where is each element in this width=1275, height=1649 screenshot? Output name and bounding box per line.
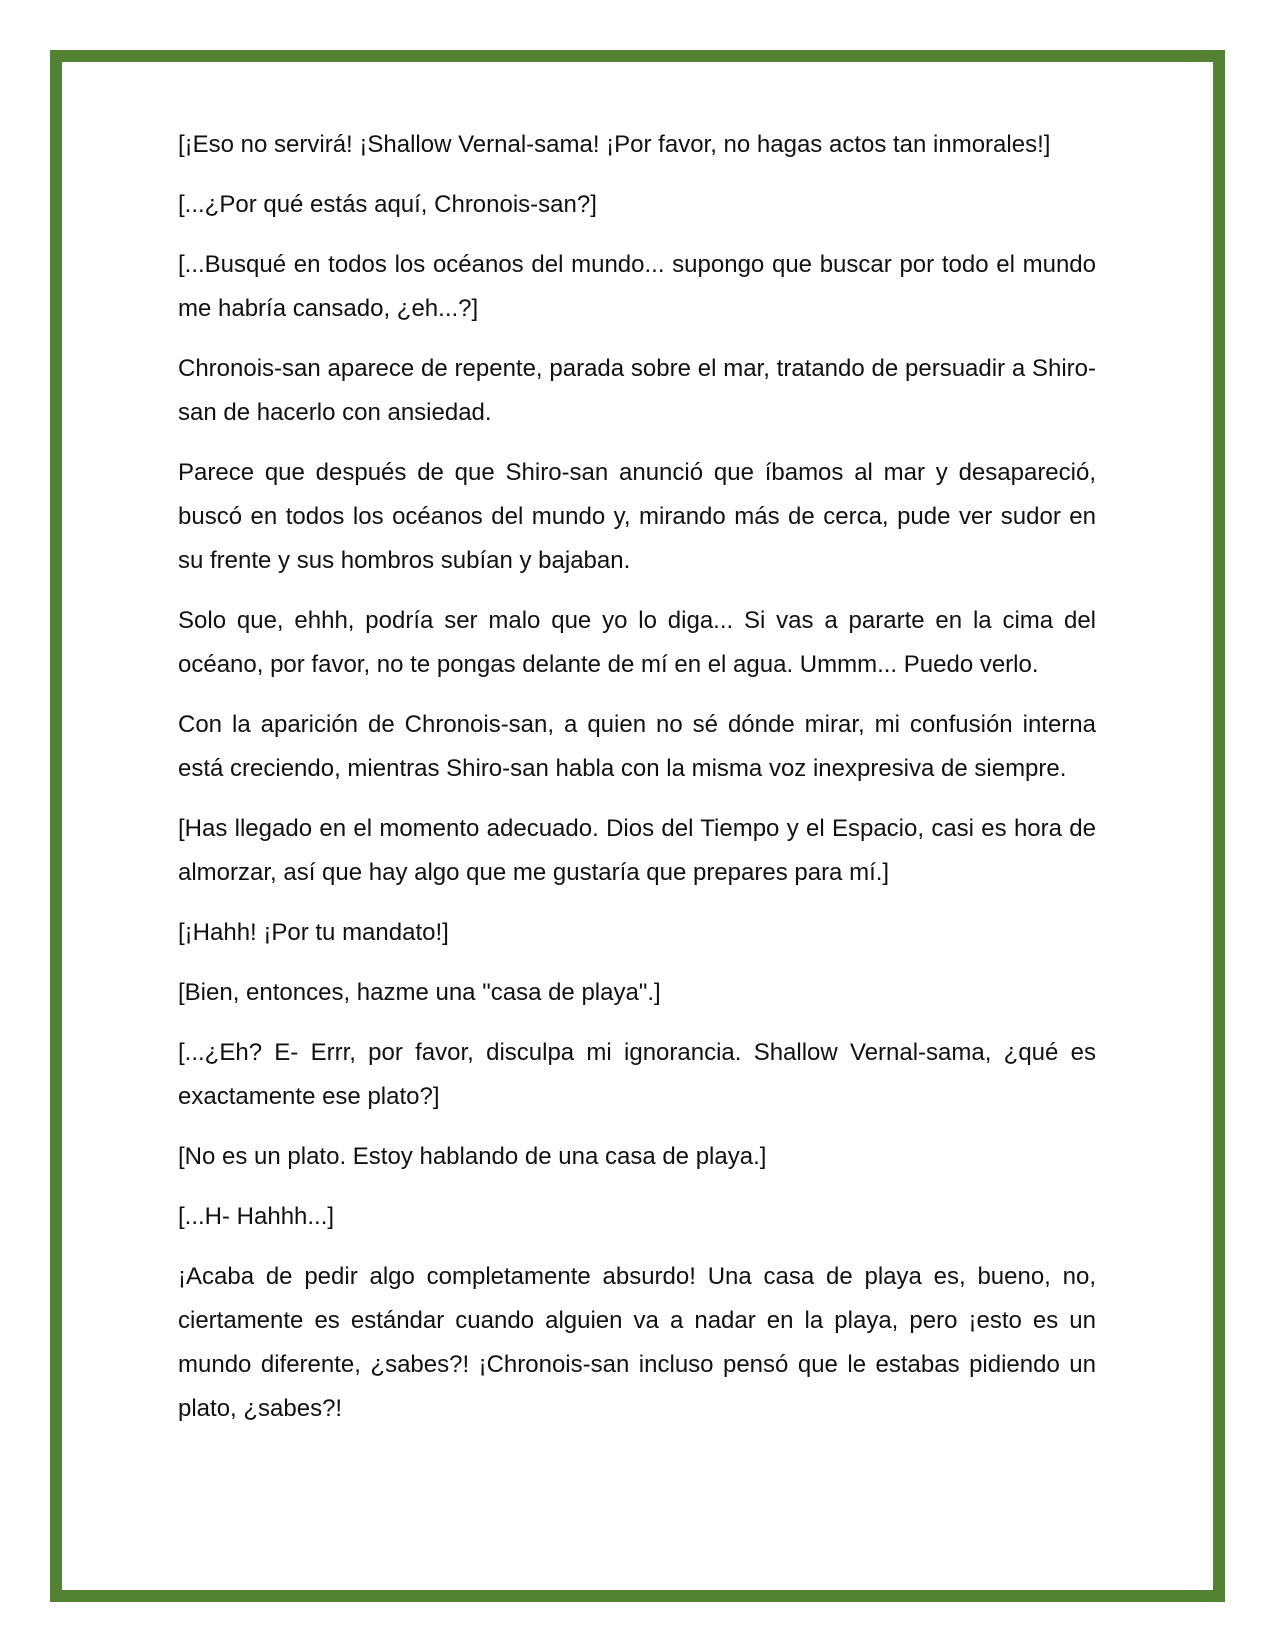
paragraph: Chronois-san aparece de repente, parada sobre el mar, tratando de persuadir a Shiro-san de hacerlo con ansiedad. [178,355,1096,426]
paragraph: Parece que después de que Shiro-san anunció que íbamos al mar y desapareció, buscó en todos los océanos del mundo y, mirando más de cerca, pude ver sudor en su frente y sus hombros subían y bajaban. [178,459,1096,574]
paragraph: [¡Eso no servirá! ¡Shallow Vernal-sama! ¡Por favor, no hagas actos tan inmorales!] [178,131,1051,158]
paragraph: Con la aparición de Chronois-san, a quien no sé dónde mirar, mi confusión interna está creciendo, mientras Shiro-san habla con la misma voz inexpresiva de siempre. [178,711,1096,782]
paragraph: [No es un plato. Estoy hablando de una casa de playa.] [178,1143,767,1170]
paragraph: Solo que, ehhh, podría ser malo que yo lo diga... Si vas a pararte en la cima del océano, por favor, no te pongas delante de mí en el agua. Ummm... Puedo verlo. [178,607,1096,678]
paragraph: [Bien, entonces, hazme una "casa de playa".] [178,979,661,1006]
paragraph: ¡Acaba de pedir algo completamente absurdo! Una casa de playa es, bueno, no, ciertamente es estándar cuando alguien va a nadar en la playa, pero ¡esto es un mundo diferente, ¿sabes?! ¡Chronois-san incluso pensó que le estabas pidiendo un plato, ¿sabes?! [178,1263,1096,1422]
paragraph: [...Busqué en todos los océanos del mundo... supongo que buscar por todo el mundo me habría cansado, ¿eh...?] [178,251,1096,322]
paragraph: [...¿Por qué estás aquí, Chronois-san?] [178,191,597,218]
paragraph: [...H- Hahhh...] [178,1203,335,1230]
paragraph: [...¿Eh? E- Errr, por favor, disculpa mi ignorancia. Shallow Vernal-sama, ¿qué es exactamente ese plato?] [178,1039,1096,1110]
paragraph: [¡Hahh! ¡Por tu mandato!] [178,919,449,946]
document-body [178,123,1096,1447]
paragraph: [Has llegado en el momento adecuado. Dios del Tiempo y el Espacio, casi es hora de almorzar, así que hay algo que me gustaría que prepares para mí.] [178,815,1096,886]
